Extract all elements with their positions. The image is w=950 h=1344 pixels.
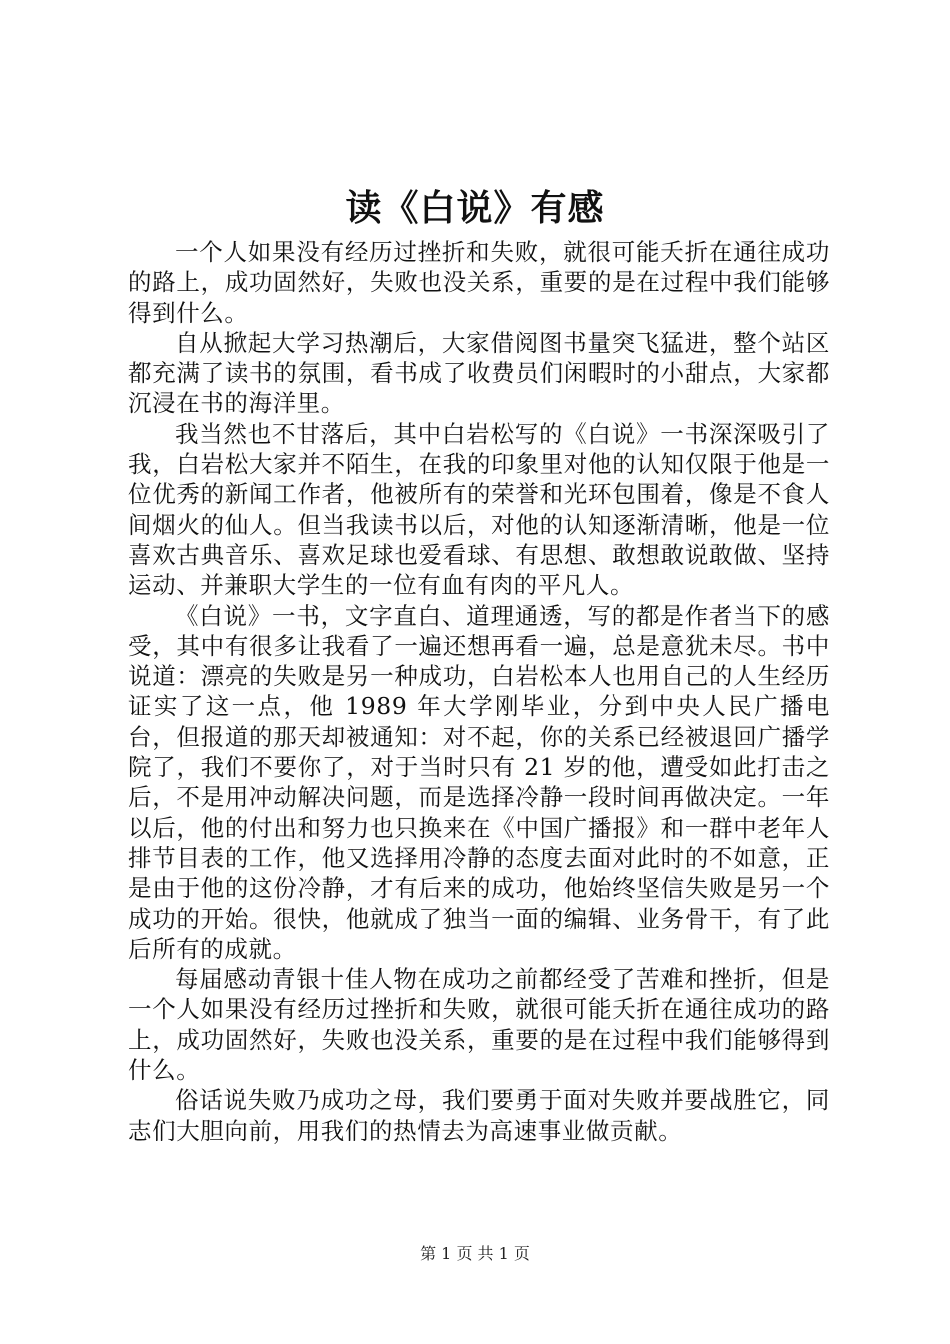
paragraph-6: 俗话说失败乃成功之母，我们要勇于面对失败并要战胜它，同志们大胆向前，用我们的热情去为高速事业做贡献。 xyxy=(128,1086,830,1145)
paragraph-3: 我当然也不甘落后，其中白岩松写的《白说》一书深深吸引了我，白岩松大家并不陌生，在我的印象里对他的认知仅限于他是一位优秀的新闻工作者，他被所有的荣誉和光环包围着，像是不食人间烟火的仙人。但当我读书以后，对他的认知逐渐清晰，他是一位喜欢古典音乐、喜欢足球也爱看球、有思想、敢想敢说敢做、坚持运动、并兼职大学生的一位有血有肉的平凡人。 xyxy=(128,419,830,600)
document-body xyxy=(128,237,830,1146)
paragraph-2: 自从掀起大学习热潮后，大家借阅图书量突飞猛进，整个站区都充满了读书的氛围，看书成了收费员们闲暇时的小甜点，大家都沉浸在书的海洋里。 xyxy=(128,328,830,418)
page-footer: 第 1 页 共 1 页 xyxy=(420,1244,530,1263)
document-title: 读《白说》有感 xyxy=(345,187,605,229)
paragraph-4: 《白说》一书，文字直白、道理通透，写的都是作者当下的感受，其中有很多让我看了一遍还想再看一遍，总是意犹未尽。书中说道：漂亮的失败是另一种成功，白岩松本人也用自己的人生经历证实了这一点，他 1989 年大学刚毕业，分到中央人民广播电台，但报道的那天却被通知：对不起，你的关系已经被退回广播学院了，我们不要你了，对于当时只有 21 岁的他，遭受如此打击之后，不是用冲动解决问题，而是选择冷静一段时间再做决定。一年以后，他的付出和努力也只换来在《中国广播报》和一群中老年人排节目表的工作，他又选择用冷静的态度去面对此时的不如意，正是由于他的这份冷静，才有后来的成功，他始终坚信失败是另一个成功的开始。很快，他就成了独当一面的编辑、业务骨干，有了此后所有的成就。 xyxy=(128,601,830,963)
paragraph-5: 每届感动青银十佳人物在成功之前都经受了苦难和挫折，但是一个人如果没有经历过挫折和失败，就很可能夭折在通往成功的路上，成功固然好，失败也没关系，重要的是在过程中我们能够得到什么。 xyxy=(128,965,830,1085)
paragraph-1: 一个人如果没有经历过挫折和失败，就很可能夭折在通往成功的路上，成功固然好，失败也没关系，重要的是在过程中我们能够得到什么。 xyxy=(128,238,830,327)
